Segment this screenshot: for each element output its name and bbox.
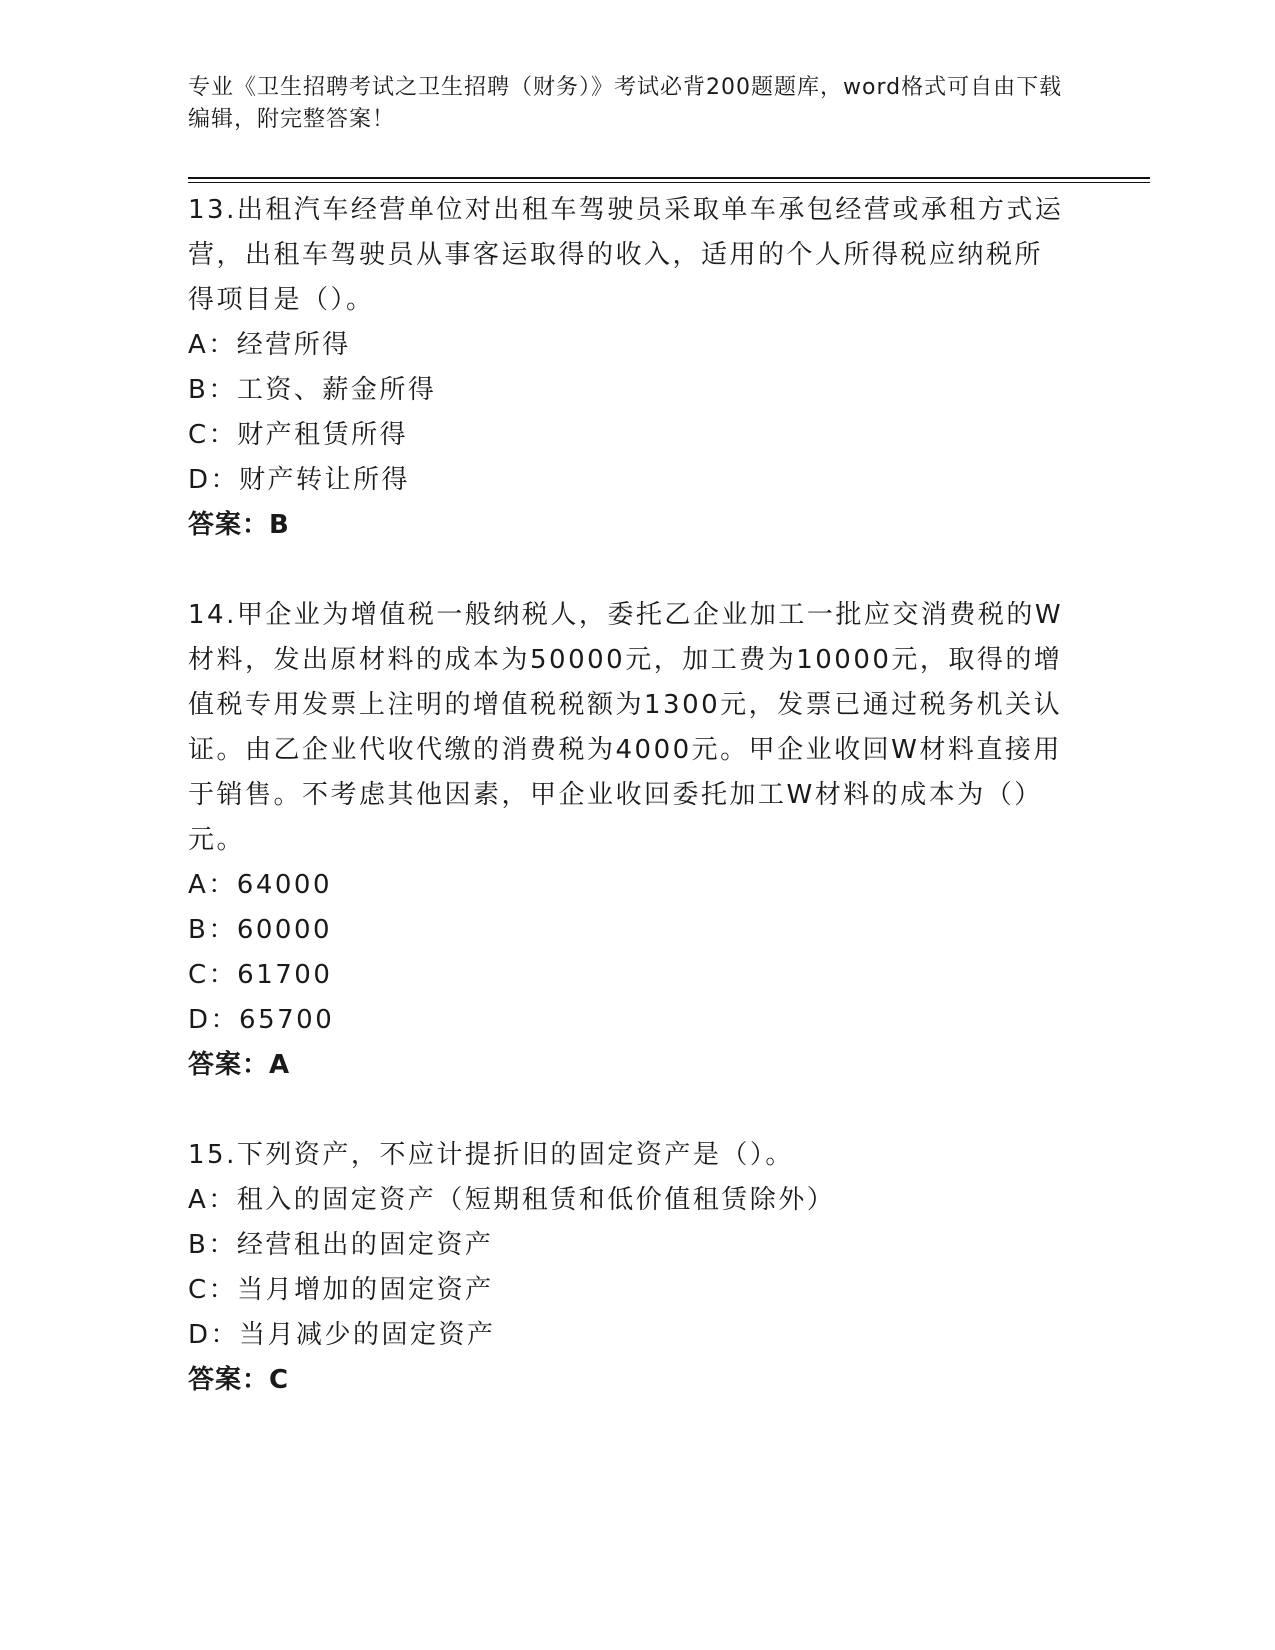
option-a: A：经营所得 <box>188 330 351 360</box>
question-13 <box>188 188 1088 548</box>
question-spacer <box>188 1088 1088 1133</box>
option-b: B：工资、薪金所得 <box>188 375 437 405</box>
question-15 <box>188 1133 1088 1403</box>
option-a: A：租入的固定资产（短期租赁和低价值租赁除外） <box>188 1185 836 1215</box>
document-header: 专业《卫生招聘考试之卫生招聘（财务）》考试必背200题题库，word格式可自由下载编辑，附完整答案！ <box>188 75 1063 132</box>
answer-label: 答案：C <box>188 1365 290 1395</box>
option-d: D：财产转让所得 <box>188 465 411 495</box>
option-c: C：财产租赁所得 <box>188 420 409 450</box>
option-c: C：61700 <box>188 960 333 990</box>
option-d: D：65700 <box>188 1005 335 1035</box>
option-b: B：经营租出的固定资产 <box>188 1230 494 1260</box>
question-spacer <box>188 548 1088 593</box>
answer-label: 答案：B <box>188 510 290 540</box>
header-divider-thin <box>188 182 1150 183</box>
option-c: C：当月增加的固定资产 <box>188 1275 494 1305</box>
option-d: D：当月减少的固定资产 <box>188 1320 496 1350</box>
option-b: B：60000 <box>188 915 333 945</box>
question-stem: 14.甲企业为增值税一般纳税人，委托乙企业加工一批应交消费税的W材料，发出原材料的成本为50000元，加工费为10000元，取得的增值税专用发票上注明的增值税税额为1300元，发票已通过税务机关认证。由乙企业代收代缴的消费税为4000元。甲企业收回W材料直接用于销售。不考虑其他因素，甲企业收回委托加工W材料的成本为（）元。 <box>188 600 1064 855</box>
question-stem: 15.下列资产，不应计提折旧的固定资产是（）。 <box>188 1140 794 1170</box>
question-list <box>188 188 1088 1403</box>
answer-label: 答案：A <box>188 1050 291 1080</box>
question-14 <box>188 593 1088 1088</box>
header-divider-thick <box>188 177 1150 179</box>
question-stem: 13.出租汽车经营单位对出租车驾驶员采取单车承包经营或承租方式运营，出租车驾驶员从事客运取得的收入，适用的个人所得税应纳税所得项目是（）。 <box>188 195 1064 315</box>
option-a: A：64000 <box>188 870 332 900</box>
